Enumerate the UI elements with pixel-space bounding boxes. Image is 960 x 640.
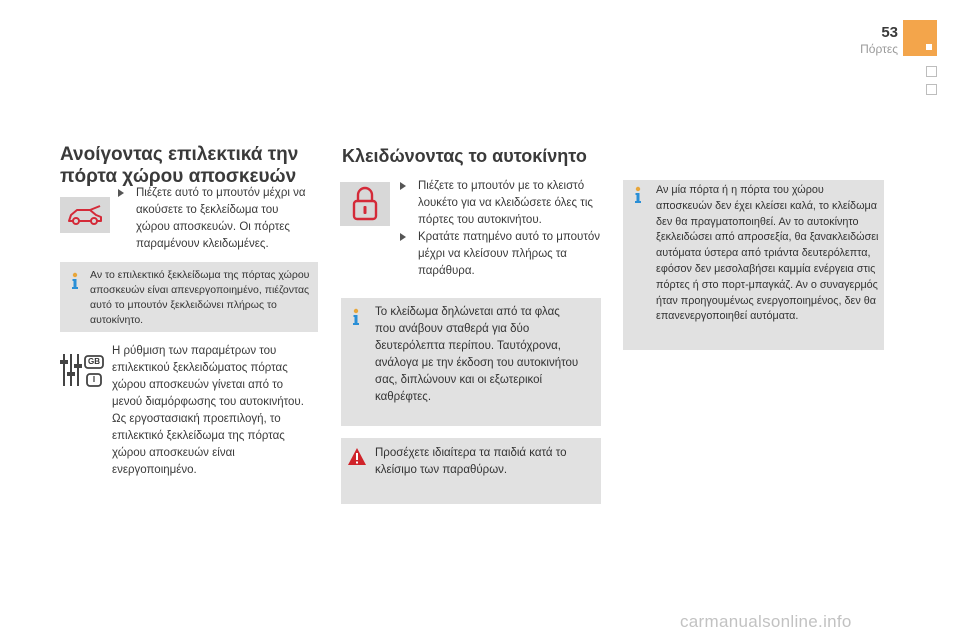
- middle-info-text: Το κλείδωμα δηλώνεται από τα φλας που ανάβουν σταθερά για δύο δευτερόλεπτα περίπου. Ταυτόχρονα, ανάλογα με την έκδοση του αυτοκινήτου σας, διπλώνουν και οι εξωτερικοί καθρέφτες.: [375, 306, 579, 403]
- section-title: Πόρτες: [860, 42, 898, 56]
- bullet-arrow-icon: [398, 182, 408, 192]
- section-tab: [903, 20, 937, 56]
- tab-marker: [926, 44, 932, 50]
- left-bullet-text: Πιέζετε αυτό το μπουτόν μέχρι να ακούσετε το ξεκλείδωμα του χώρου αποσκευών. Οι πόρτες παραμένουν κλειδωμένες.: [136, 187, 306, 250]
- right-info-box: [623, 180, 884, 350]
- bullet-arrow-icon: [398, 233, 408, 243]
- left-heading: [60, 144, 340, 188]
- bullet-arrow-icon: [116, 189, 126, 199]
- right-info-text: Αν μία πόρτα ή η πόρτα του χώρου αποσκευών δεν έχει κλείσει καλά, το κλείδωμα δεν θα πραγματοποιηθεί. Αν το αυτοκίνητο ξεκλειδώσει από απροσεξία, θα ξανακλειδώσει αυτόματα ύστερα από τριάντα δευτερόλεπτα, εφόσον δεν μεσολαβήσει καμμία ενέργεια στις πόρτες ή στο πορτ-μπαγκάζ. Αν ο συναγερμός ήταν προηγουμένως ενεργοποιημένος, δεν θα επανενεργοποιηθεί αυτόματα.: [656, 184, 879, 323]
- left-bullet-item: [116, 185, 312, 253]
- warning-icon: [347, 447, 367, 467]
- left-bullet-list: [116, 185, 312, 253]
- page-number: 53: [881, 24, 898, 41]
- info-icon: [68, 272, 82, 290]
- middle-warning-box: [341, 438, 601, 504]
- ghost-square-2: [926, 84, 937, 95]
- middle-bullet-item: [398, 178, 606, 229]
- middle-bullet-list: [398, 178, 606, 280]
- middle-bullet-item: [398, 229, 606, 280]
- ghost-square-1: [926, 66, 937, 77]
- config-badge-bottom: I: [92, 375, 96, 384]
- watermark: carmanualsonline.info: [680, 612, 852, 631]
- middle-bullet-text-2: Κρατάτε πατημένο αυτό το μπουτόν μέχρι να κλείσουν πλήρως τα παράθυρα.: [418, 231, 601, 277]
- config-badge-top: GB: [88, 357, 100, 366]
- left-heading-line-2: πόρτα χώρου αποσκευών: [60, 166, 297, 187]
- middle-warning-text: Προσέχετε ιδιαίτερα τα παιδιά κατά το κλείσιμο των παραθύρων.: [375, 447, 567, 476]
- padlock-icon: [340, 182, 390, 226]
- left-heading-line-1: Ανοίγοντας επιλεκτικά την: [60, 144, 299, 165]
- middle-bullet-text-1: Πιέζετε το μπουτόν με το κλειστό λουκέτο για να κλειδώσετε όλες τις πόρτες του αυτοκινήτου.: [418, 180, 593, 226]
- left-config-text: Η ρύθμιση των παραμέτρων του επιλεκτικού ξεκλειδώματος πόρτας χώρου αποσκευών γίνεται από το μενού διαμόρφωσης του αυτοκινήτου. Ως εργοστασιακή προεπιλογή, το επιλεκτικό ξεκλείδωμα της πόρτας χώρου αποσκευών είναι ενεργοποιημένο.: [112, 345, 304, 476]
- left-info-box: [60, 262, 318, 332]
- info-icon: [631, 186, 645, 204]
- middle-heading: Κλειδώνοντας το αυτοκίνητο: [342, 146, 587, 166]
- settings-sliders-icon: [58, 350, 106, 390]
- car-rear-open-icon: [60, 197, 110, 233]
- info-icon: [349, 308, 363, 326]
- middle-info-box: [341, 298, 601, 426]
- left-info-text: Αν το επιλεκτικό ξεκλείδωμα της πόρτας χώρου αποσκευών είναι απενεργοποιημένο, πιέζοντας αυτό το μπουτόν ξεκλειδώνει πλήρως το αυτοκίνητο.: [90, 269, 310, 326]
